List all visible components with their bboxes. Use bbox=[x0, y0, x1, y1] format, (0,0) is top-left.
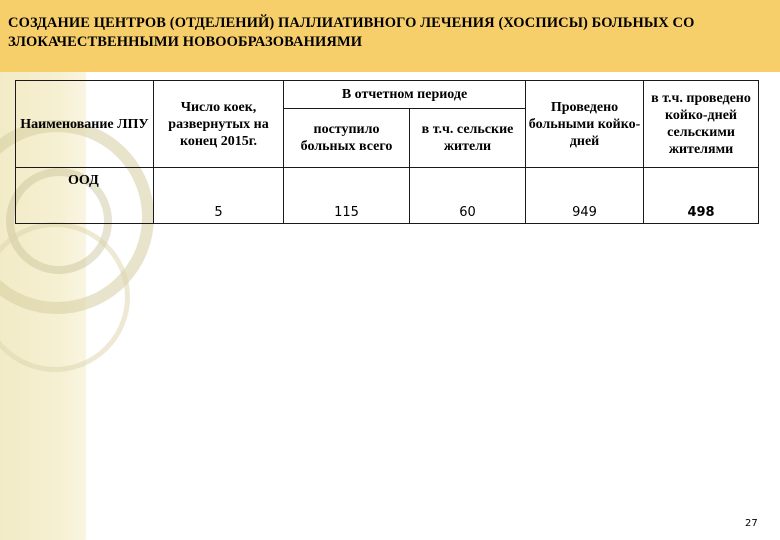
header-band bbox=[0, 0, 780, 72]
header-reporting-period: В отчетном периоде bbox=[284, 81, 526, 109]
page-number: 27 bbox=[745, 518, 758, 529]
row-bed-days: 949 bbox=[526, 168, 644, 224]
header-beds: Число коек, развернутых на конец 2015г. bbox=[154, 81, 284, 168]
row-lpu-name: ООД bbox=[16, 168, 154, 224]
header-bed-days: Проведено больными койко-дней bbox=[526, 81, 644, 168]
row-rural: 60 bbox=[410, 168, 526, 224]
table-row bbox=[16, 168, 759, 224]
row-rural-bed-days: 498 bbox=[644, 168, 759, 224]
header-rural-bed-days: в т.ч. проведено койко-дней сельскими жителями bbox=[644, 81, 759, 168]
row-admitted-total: 115 bbox=[284, 168, 410, 224]
header-admitted-total: поступило больных всего bbox=[284, 109, 410, 168]
hospice-table bbox=[15, 80, 759, 224]
row-beds: 5 bbox=[154, 168, 284, 224]
header-rural: в т.ч. сельские жители bbox=[410, 109, 526, 168]
page-title: СОЗДАНИЕ ЦЕНТРОВ (ОТДЕЛЕНИЙ) ПАЛЛИАТИВНОГО ЛЕЧЕНИЯ (ХОСПИСЫ) БОЛЬНЫХ СО ЗЛОКАЧЕСТВЕННЫМИ НОВООБРАЗОВАНИЯМИ bbox=[8, 15, 695, 50]
header-lpu-name: Наименование ЛПУ bbox=[16, 81, 154, 168]
